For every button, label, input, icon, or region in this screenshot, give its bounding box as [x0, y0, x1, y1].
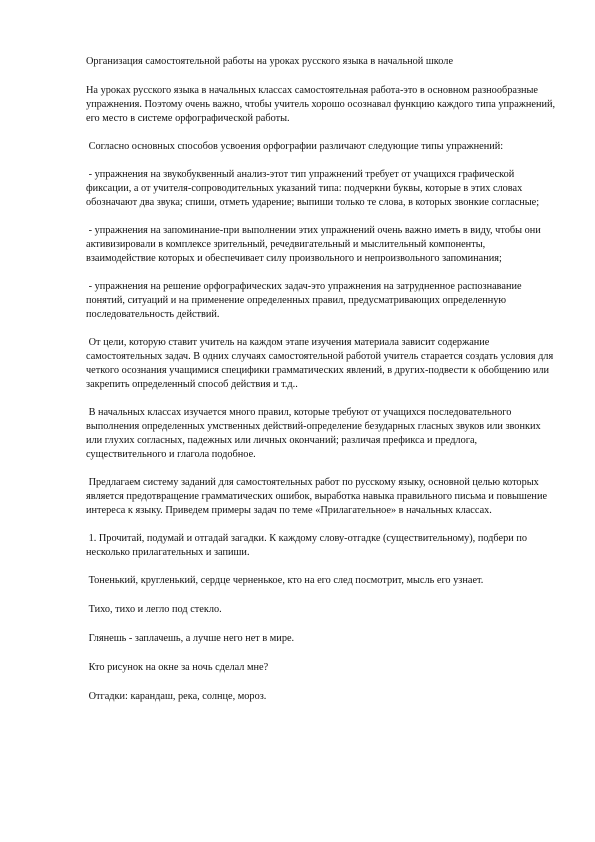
paragraph-spelling-tasks: - упражнения на решение орфографических задач-это упражнения на затрудненное распознавание понятий, ситуаций и на применение определенных правил, предусматривающих определенную последовательность действий.	[86, 281, 525, 320]
riddle-3: Глянешь - заплачешь, а лучше него нет в мире.	[86, 633, 295, 644]
paragraph-rules: В начальных классах изучается много правил, которые требуют от учащихся последовательного выполнения определенных умственных действий-определение безударных гласных звуков или звонких или глухих согласных, падежных или личных окончаний; различая префикса и предлога, существительного и глагола подобное.	[86, 407, 544, 460]
paragraph-sound-letter-analysis: - упражнения на звукобуквенный анализ-этот тип упражнений требует от учащихся графической фиксации, а от учителя-сопроводительных указаний типа: подчеркни буквы, которые в этих словах обозначают два звука; спиши, отметь ударение; выпиши только те слова, в которых звонкие согласные;	[86, 169, 540, 208]
riddle-answers: Отгадки: карандаш, река, солнце, мороз.	[86, 691, 267, 702]
riddle-4: Кто рисунок на окне за ночь сделал мне?	[86, 662, 269, 673]
riddle-2: Тихо, тихо и легло под стекло.	[86, 604, 222, 615]
paragraph-memorization: - упражнения на запоминание-при выполнении этих упражнений очень важно иметь в виду, чтобы они активизировали в комплексе зрительный, речедвигательный и мыслительный компоненты, взаимодействие которых и обеспечивает силу произвольного и непроизвольного запоминания;	[86, 225, 544, 264]
paragraph-exercise-types: Согласно основных способов усвоения орфографии различают следующие типы упражнений:	[86, 141, 504, 152]
riddle-1: Тоненький, кругленький, сердце черненькое, кто на его след посмотрит, мысль его узнает.	[86, 575, 484, 586]
paragraph-task-1: 1. Прочитай, подумай и отгадай загадки. К каждому слову-отгадке (существительному), подбери по несколько прилагательных и запиши.	[86, 533, 530, 558]
document-title: Организация самостоятельной работы на уроках русского языка в начальной школе	[86, 56, 454, 67]
paragraph-teacher-goals: От цели, которую ставит учитель на каждом этапе изучения материала зависит содержание самостоятельных задач. В одних случаях самостоятельной работой учитель старается создать условия для четкого осознания учащимися специфики грамматических явлений, в других-подвести к обобщению или закрепить определенный способ действия и т.д..	[86, 337, 556, 390]
paragraph-task-system: Предлагаем систему заданий для самостоятельных работ по русскому языку, основной целью которых является предотвращение грамматических ошибок, выработка навыка правильного письма и повышение интереса к языку. Приведем примеры задач по теме «Прилагательное» в начальных классах.	[86, 477, 550, 516]
document-body	[86, 55, 556, 718]
paragraph-intro: На уроках русского языка в начальных классах самостоятельная работа-это в основном разнообразные упражнения. Поэтому очень важно, чтобы учитель хорошо осознавал функцию каждого типа упражнений, его место в системе орфографической работы.	[86, 85, 558, 124]
